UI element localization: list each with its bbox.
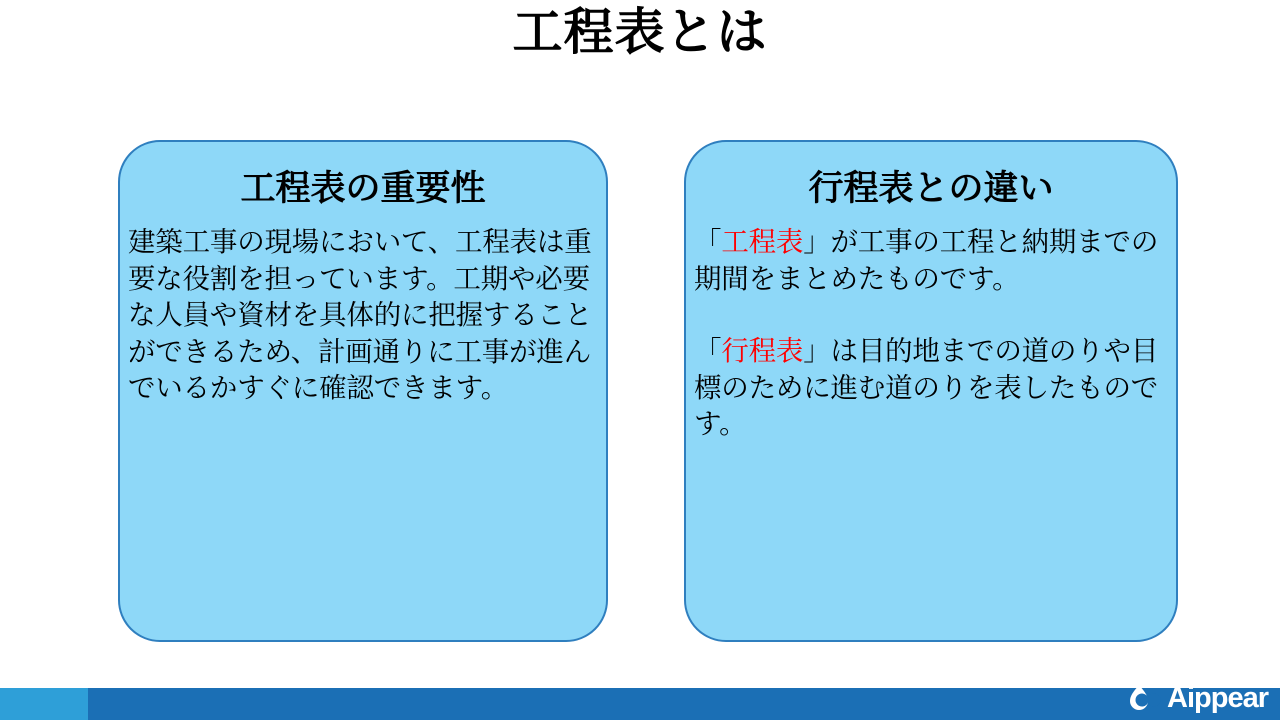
card-body (686, 224, 1176, 443)
brand-logo (1129, 678, 1268, 718)
droplet-glasses-icon (1129, 683, 1163, 713)
card-title: 工程表の重要性 (240, 169, 486, 208)
text-run: 「 (694, 335, 722, 367)
card-importance (118, 140, 608, 642)
page-title: 工程表とは (512, 4, 768, 60)
footer-bar (0, 688, 1280, 720)
text-run: 」が工事の工程と納期までの期間をまとめたものです。 (694, 226, 1159, 294)
text-run: 建築工事の現場において、工程表は重要な役割を担っています。工期や必要な人員や資材を具体的に把握することができるため、計画通りに工事が進んでいるかすぐに確認できます。 (128, 226, 593, 404)
footer-bar-accent (0, 688, 88, 720)
logo-text: Aippear (1167, 681, 1268, 714)
card-body (120, 224, 606, 407)
keyword-highlight: 工程表 (721, 226, 804, 257)
paragraph (128, 224, 596, 407)
card-title: 行程表との違い (808, 169, 1054, 208)
paragraph (694, 224, 1166, 297)
text-run: 」は目的地までの道のりや目標のために進む道のりを表したものです。 (694, 335, 1159, 440)
paragraph (694, 333, 1166, 443)
card-difference (684, 140, 1178, 642)
keyword-highlight: 行程表 (721, 335, 804, 367)
text-run: 「 (694, 226, 722, 257)
